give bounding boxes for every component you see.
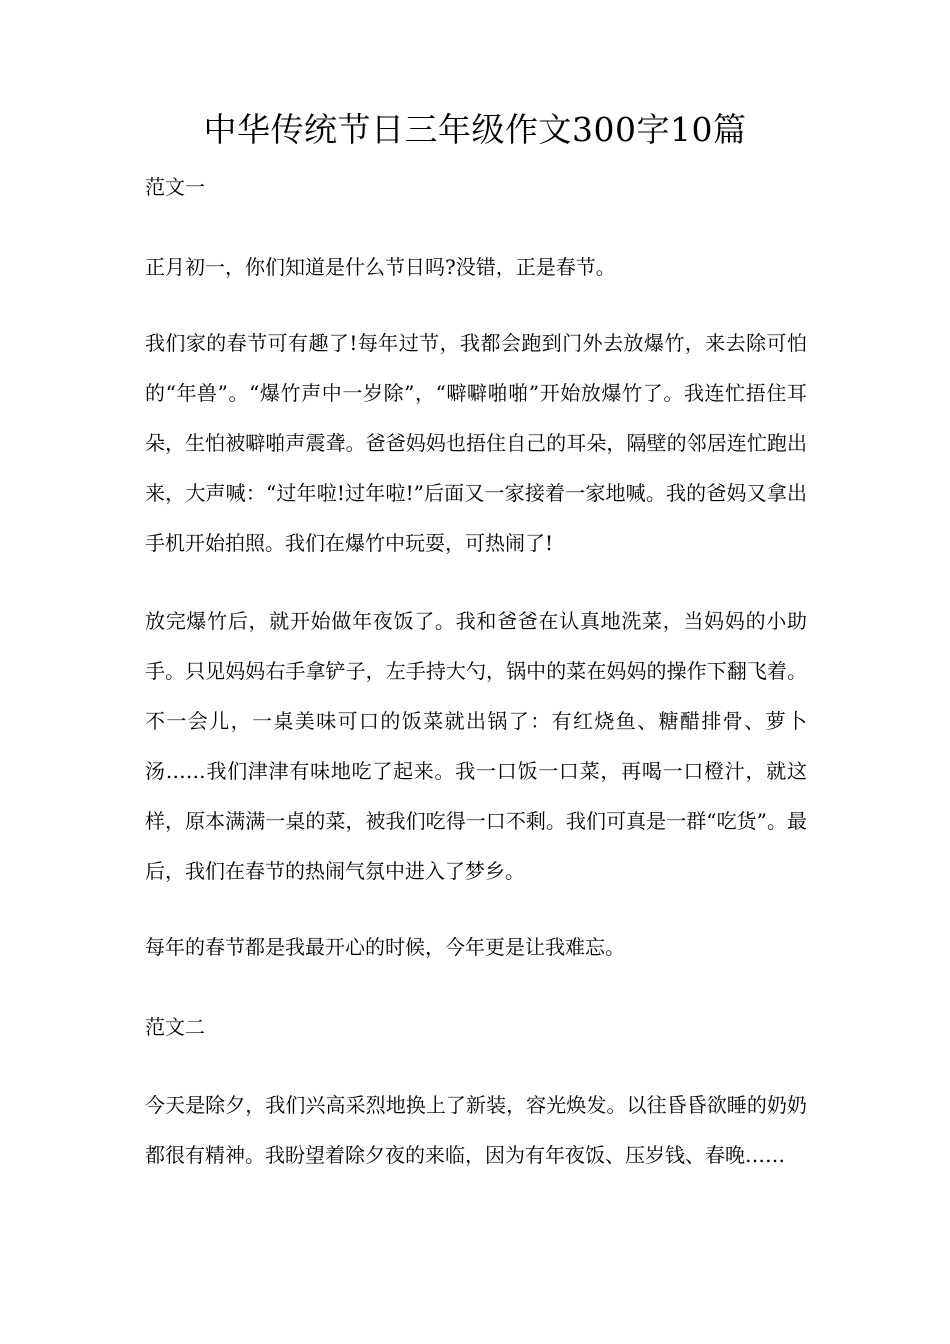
- section-heading-2: 范文二: [145, 1015, 205, 1039]
- section-heading-1: 范文一: [145, 175, 205, 199]
- paragraph: 我们家的春节可有趣了!每年过节，我都会跑到门外去放爆竹，来去除可怕的“年兽”。“爆竹声中一岁除”，“噼噼啪啪”开始放爆竹了。我连忙捂住耳朵，生怕被噼啪声震聋。爸爸妈妈也捂住自己的耳朵，隔壁的邻居连忙跑出来，大声喊：“过年啦!过年啦!”后面又一家接着一家地喊。我的爸妈又拿出手机开始拍照。我们在爆竹中玩耍，可热闹了!: [145, 331, 807, 555]
- document-title: 中华传统节日三年级作文300字10篇: [203, 110, 747, 149]
- paragraph: 每年的春节都是我最开心的时候，今年更是让我难忘。: [145, 935, 625, 959]
- paragraph: 放完爆竹后，就开始做年夜饭了。我和爸爸在认真地洗菜，当妈妈的小助手。只见妈妈右手拿铲子，左手持大勺，锅中的菜在妈妈的操作下翻飞着。不一会儿，一桌美味可口的饭菜就出锅了：有红烧鱼、糖醋排骨、萝卜汤……我们津津有味地吃了起来。我一口饭一口菜，再喝一口橙汁，就这样，原本满满一桌的菜，被我们吃得一口不剩。我们可真是一群“吃货”。最后，我们在春节的热闹气氛中进入了梦乡。: [145, 609, 807, 883]
- paragraph: 今天是除夕，我们兴高采烈地换上了新装，容光焕发。以往昏昏欲睡的奶奶都很有精神。我盼望着除夕夜的来临，因为有年夜饭、压岁钱、春晚……: [145, 1093, 807, 1167]
- paragraph: 正月初一，你们知道是什么节日吗?没错，正是春节。: [145, 255, 616, 279]
